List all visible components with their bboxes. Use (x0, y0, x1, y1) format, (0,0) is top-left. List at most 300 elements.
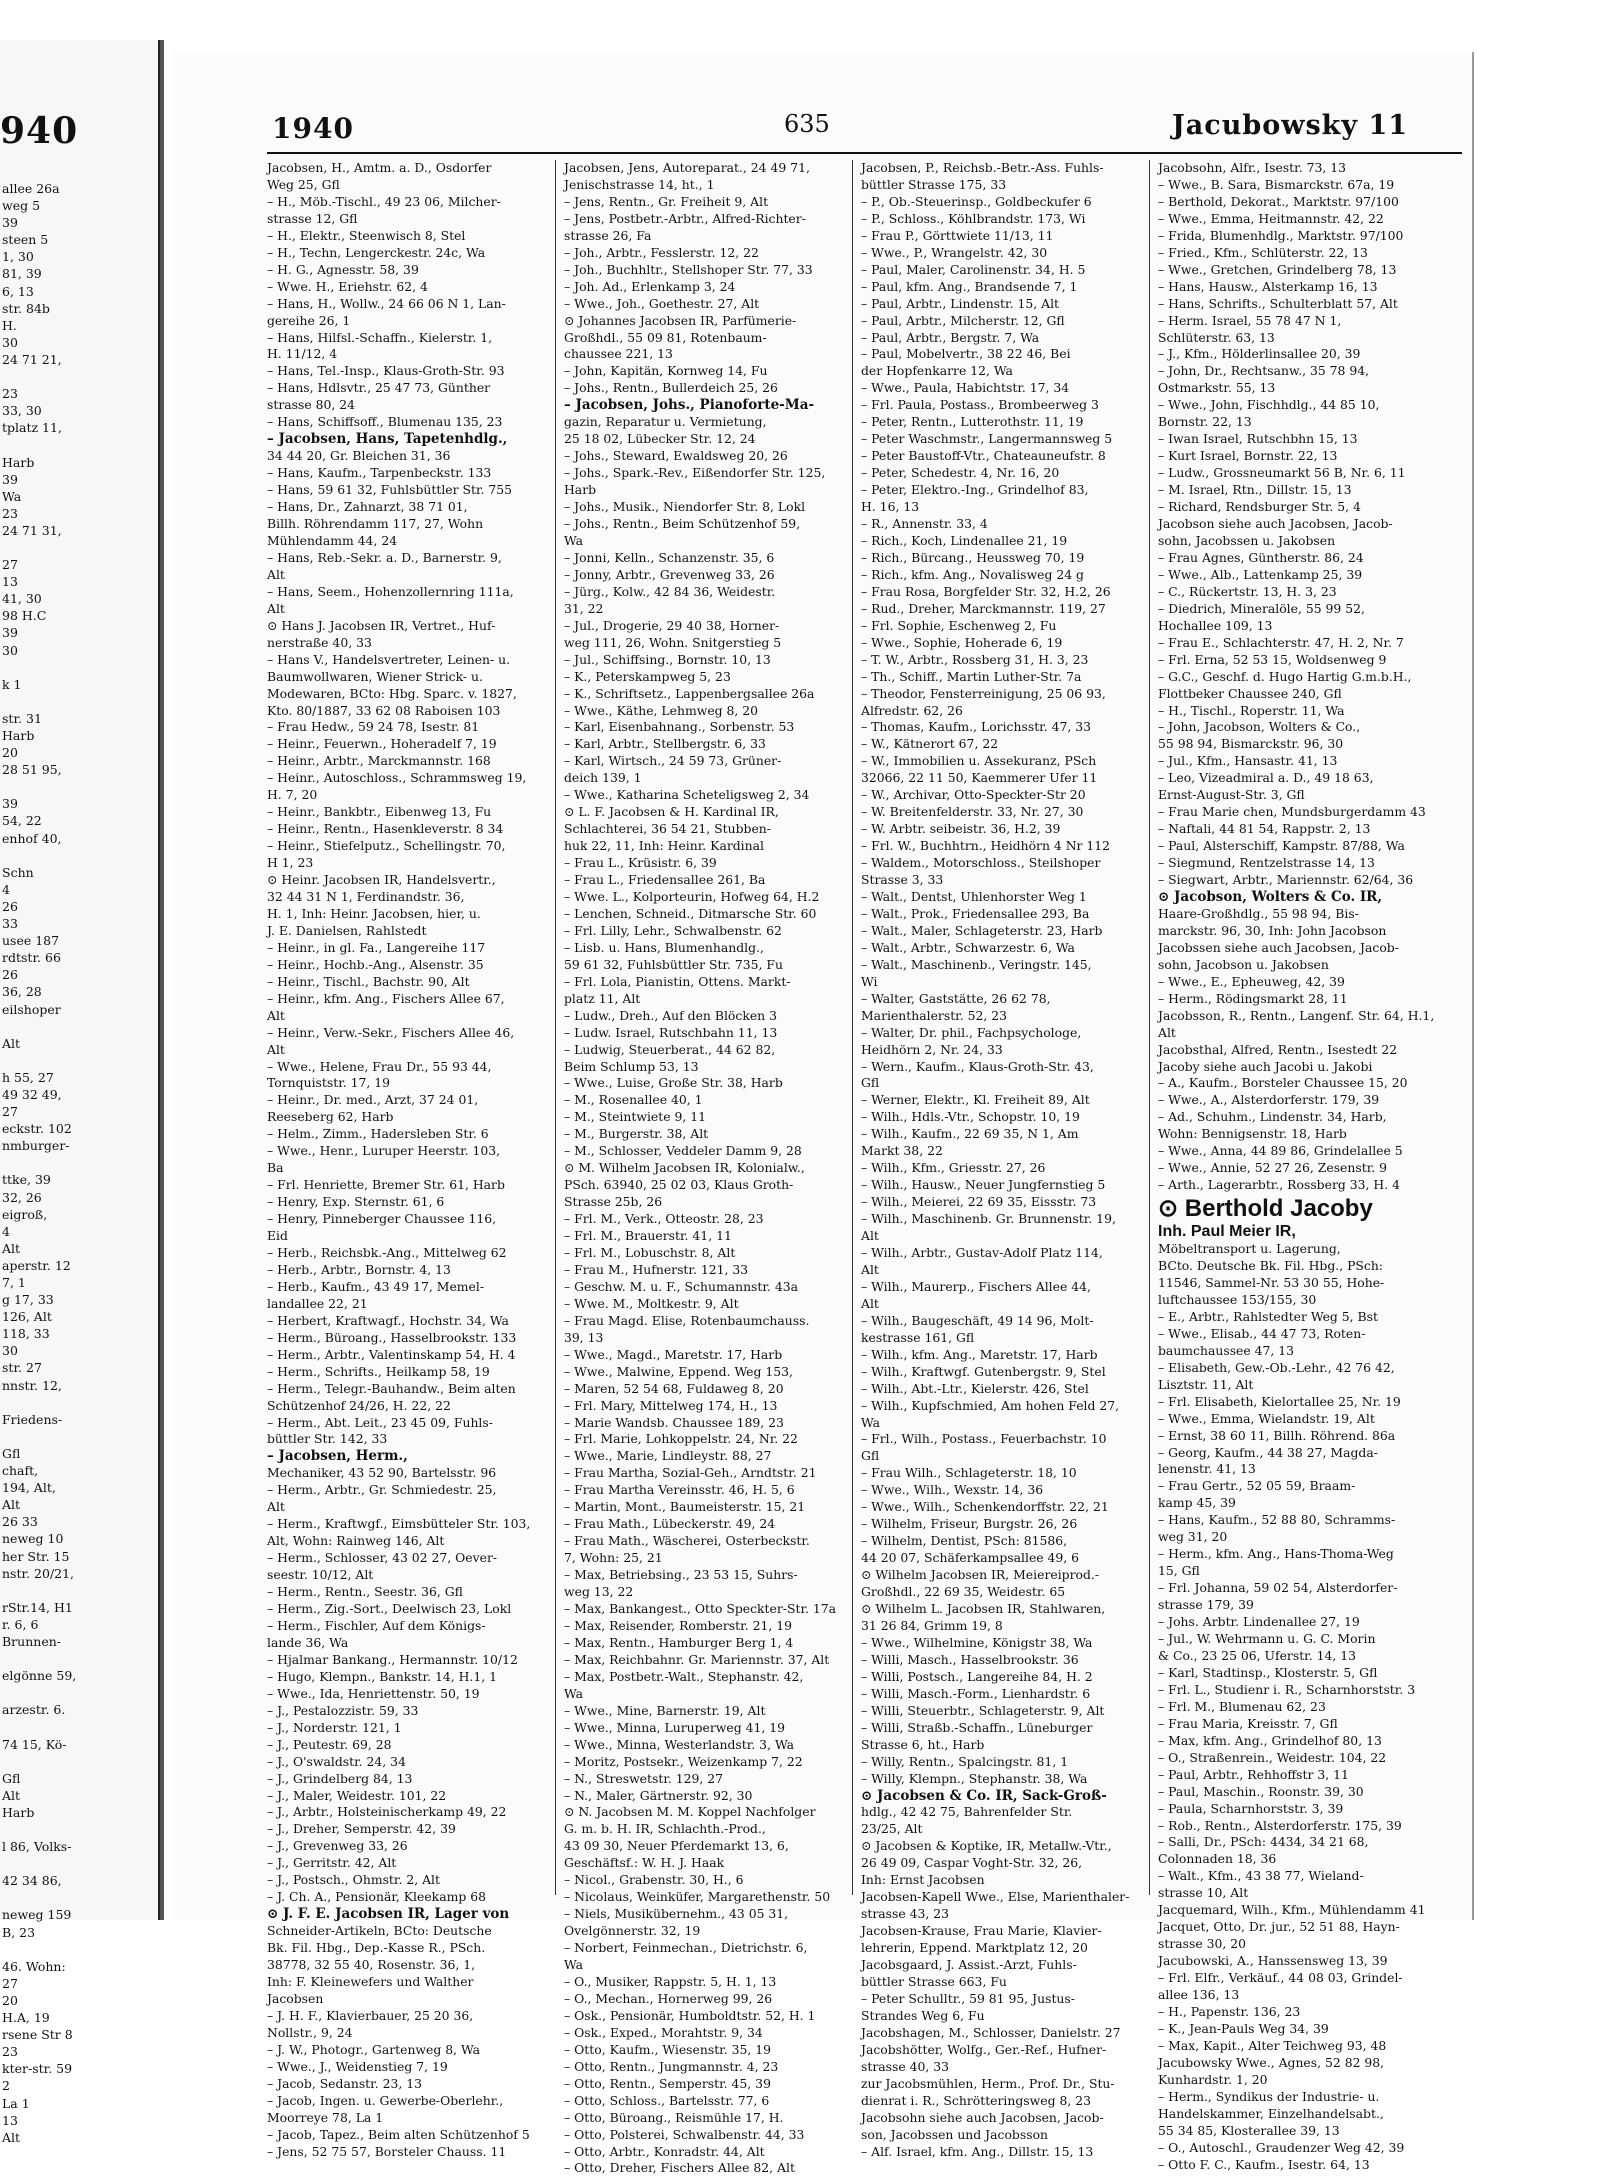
previous-page-line: 24 71 31, (2, 522, 62, 538)
directory-entry-line: – Hans V., Handelsvertreter, Leinen- u. (267, 651, 511, 667)
directory-entry-line: – Herm., Kraftwgf., Eimsbütteler Str. 103, (267, 1516, 531, 1532)
directory-entry-line: – Willi, Straßb.-Schaffn., Lüneburger (861, 1719, 1093, 1735)
directory-entry-line: – Maren, 52 54 68, Fuldaweg 8, 20 (564, 1380, 784, 1396)
directory-entry-line: huk 22, 11, Inh: Heinr. Kardinal (564, 838, 764, 854)
directory-entry-line: seestr. 10/12, Alt (267, 1567, 374, 1583)
directory-entry-line: Jenischstrasse 14, ht., 1 (564, 176, 715, 192)
directory-entry-line: lande 36, Wa (267, 1634, 349, 1650)
directory-entry-line: – Th., Schiff., Martin Luther-Str. 7a (861, 668, 1082, 684)
directory-entry-line: Reeseberg 62, Harb (267, 1109, 394, 1125)
directory-entry-line: – M., Rosenallee 40, 1 (564, 1092, 703, 1108)
directory-entry-line: – Herm., Telegr.-Bauhandw., Beim alten (267, 1380, 516, 1396)
previous-page-line: allee 26a (2, 181, 60, 196)
directory-entry-line: Großhdl., 22 69 35, Weidestr. 65 (861, 1584, 1066, 1600)
directory-entry-line: – Heinr., Arbtr., Marckmannstr. 168 (267, 753, 491, 769)
directory-entry-line: – Elisabeth, Gew.-Ob.-Lehr., 42 76 42, (1158, 1359, 1395, 1375)
directory-entry-line: – Jul., W. Wehrmann u. G. C. Morin (1158, 1631, 1376, 1647)
directory-entry-line: – Hans, Seem., Hohenzollernring 111a, (267, 583, 514, 599)
previous-page-line: 118, 33 (2, 1326, 50, 1342)
directory-entry-line: – Wwe., Joh., Goethestr. 27, Alt (564, 295, 760, 311)
directory-entry-line: – Jacob, Tapez., Beim alten Schützenhof 5 (267, 2126, 530, 2142)
directory-entry-line: Tornquiststr. 17, 19 (267, 1075, 391, 1091)
directory-entry-line: – Heinr., Hochb.-Ang., Alsenstr. 35 (267, 956, 484, 972)
directory-entry-line: Wa (861, 1414, 881, 1430)
directory-entry-line: Inh: Ernst Jacobsen (861, 1872, 985, 1888)
directory-entry-line: – J., Gerritstr. 42, Alt (267, 1855, 397, 1871)
directory-entry-line: Jacobsohn, Alfr., Isestr. 73, 13 (1158, 160, 1346, 175)
directory-entry-line: – Marie Wandsb. Chaussee 189, 23 (564, 1414, 784, 1430)
directory-entry-line: Heidhörn 2, Nr. 24, 33 (861, 1041, 1003, 1057)
directory-entry-line: – Henry, Pinneberger Chaussee 116, (267, 1211, 497, 1227)
column-divider (1149, 160, 1150, 1895)
directory-entry-line: Jacquet, Otto, Dr. jur., 52 51 88, Hayn- (1158, 1919, 1400, 1935)
directory-entry-line: – Wilh., Kaufm., 22 69 35, N 1, Am (861, 1126, 1079, 1142)
directory-entry-line: Baumwollwaren, Wiener Strick- u. (267, 668, 483, 684)
directory-entry-line: – Heinr., Bankbtr., Eibenweg 13, Fu (267, 804, 492, 820)
directory-entry-line: Ba (267, 1160, 284, 1176)
previous-page-line: 41, 30 (2, 591, 42, 607)
directory-entry-line: – Max, Kapit., Alter Teichweg 93, 48 (1158, 2037, 1387, 2053)
directory-entry-line: – Ludw. Israel, Rutschbahn 11, 13 (564, 1024, 778, 1040)
directory-entry-line: – Herm., Büroang., Hasselbrookstr. 133 (267, 1329, 517, 1345)
directory-entry-line: landallee 22, 21 (267, 1295, 368, 1311)
directory-entry-line: – Salli, Dr., PSch: 4434, 34 21 68, (1158, 1834, 1369, 1850)
directory-entry-line: – Jens, Postbetr.-Arbtr., Alfred-Richter- (564, 210, 806, 226)
previous-page-heading: 940 (0, 110, 79, 152)
directory-entry-line: – Hans, Kaufm., Tarpenbeckstr. 133 (267, 465, 492, 481)
directory-entry-line: – Wilh., Arbtr., Gustav-Adolf Platz 114, (861, 1245, 1103, 1260)
directory-entry-line: – C., Rückertstr. 13, H. 3, 23 (1158, 583, 1337, 599)
previous-page-line: 39 (2, 215, 18, 231)
previous-page-line (2, 1753, 152, 1770)
directory-entry-line: – G.C., Geschf. d. Hugo Hartig G.m.b.H., (1158, 668, 1412, 684)
page-header (172, 104, 1472, 144)
previous-page-line: r. 6, 6 (2, 1616, 39, 1632)
directory-entry-line: Billh. Röhrendamm 117, 27, Wohn (267, 516, 484, 532)
directory-entry-line: 32066, 22 11 50, Kaemmerer Ufer 11 (861, 770, 1098, 786)
directory-entry-line: – Otto, Polsterei, Schwalbenstr. 44, 33 (564, 2126, 805, 2142)
directory-entry-line: 43 09 30, Neuer Pferdemarkt 13, 6, (564, 1838, 789, 1854)
directory-entry-line: Alt (267, 566, 285, 582)
directory-entry-line: lenenstr. 41, 13 (1158, 1461, 1256, 1477)
directory-entry-line: H. 11/12, 4 (267, 346, 338, 362)
directory-entry-line: – Wwe., Wilh., Schenkendorffstr. 22, 21 (861, 1499, 1109, 1515)
directory-entry-line: Alt (861, 1261, 879, 1277)
directory-entry-line: – Wilh., Kfm., Griesstr. 27, 26 (861, 1160, 1046, 1176)
previous-page-line (2, 659, 152, 676)
directory-entry-line: Alt (267, 1499, 285, 1515)
previous-page-line: B, 23 (2, 1924, 36, 1940)
directory-entry-line: – Johs., Spark.-Rev., Eißendorfer Str. 125, (564, 465, 826, 481)
directory-entry-line: Lisztstr. 11, Alt (1158, 1376, 1254, 1392)
directory-entry-line: – Otto, Dreher, Fischers Allee 82, Alt (564, 2160, 795, 2176)
directory-entry-line: – Ludwig, Steuerberat., 44 62 82, (564, 1041, 776, 1057)
previous-page-line: kter-str. 59 (2, 2061, 73, 2077)
directory-entry-line: – Herm., Schlosser, 43 02 27, Oever- (267, 1550, 498, 1566)
previous-page-line: 23 (2, 505, 18, 521)
directory-entry-line: – Hans, Schiffsoff., Blumenau 135, 23 (267, 414, 503, 430)
directory-entry-line: – Siegwart, Arbtr., Mariennstr. 62/64, 36 (1158, 872, 1414, 888)
previous-page-line: 28 51 95, (2, 762, 62, 778)
directory-entry-line: – Frau Martha Vereinsstr. 46, H. 5, 6 (564, 1482, 795, 1498)
directory-entry-line: – Frl. Erna, 52 53 15, Woldsenweg 9 (1158, 651, 1387, 667)
directory-entry-line: Strasse 3, 33 (861, 872, 944, 888)
directory-entry-line: 23/25, Alt (861, 1821, 923, 1837)
previous-page-line: Gfl (2, 1770, 21, 1786)
directory-entry-line: H. 16, 13 (861, 499, 920, 515)
directory-entry-line: – Wwe., Käthe, Lehmweg 8, 20 (564, 702, 759, 718)
directory-entry-line: – Johs., Rentn., Beim Schützenhof 59, (564, 516, 801, 532)
directory-entry-line: Ovelgönnerstr. 32, 19 (564, 1923, 701, 1939)
directory-entry-line: weg 31, 20 (1158, 1529, 1228, 1545)
previous-page-line: arzestr. 6. (2, 1702, 66, 1718)
directory-entry-line: Markt 38, 22 (861, 1143, 943, 1159)
directory-entry-line: – J., Grindelberg 84, 13 (267, 1770, 413, 1786)
header-year: 1940 (272, 112, 354, 145)
directory-entry-line: – Walter, Gaststätte, 26 62 78, (861, 990, 1051, 1006)
directory-entry-line: – Wilh., Hdls.-Vtr., Schopstr. 10, 19 (861, 1109, 1080, 1125)
directory-entry-line: – J., Maler, Weidestr. 101, 22 (267, 1787, 447, 1803)
directory-entry-line: – Kurt Israel, Bornstr. 22, 13 (1158, 448, 1338, 464)
directory-entry-line: – O., Musiker, Rappstr. 5, H. 1, 13 (564, 1973, 777, 1989)
previous-page-lines (2, 180, 152, 2146)
directory-entry-line: – Wwe. M., Moltkestr. 9, Alt (564, 1295, 739, 1311)
directory-entry-line: G. m. b. H. IR, Schlachth.-Prod., (564, 1821, 766, 1837)
directory-entry-line: – Rich., Bürcang., Heussweg 70, 19 (861, 549, 1085, 565)
directory-entry-line: – Heinr., Tischl., Bachstr. 90, Alt (267, 973, 470, 989)
directory-entry-line: – Frau Math., Wäscherei, Osterbeckstr. (564, 1533, 810, 1549)
directory-entry-line: – K., Peterskampweg 5, 23 (564, 668, 731, 684)
previous-page-line: k 1 (2, 676, 22, 692)
directory-entry-line: – Wwe. H., Eriehstr. 62, 4 (267, 278, 428, 294)
directory-entry-line: Strandes Weg 6, Fu (861, 2007, 985, 2023)
directory-entry-line: BCto. Deutsche Bk. Fil. Hbg., PSch: (1158, 1258, 1383, 1274)
directory-entry-line: – Paula, Scharnhorststr. 3, 39 (1158, 1800, 1344, 1816)
directory-entry-line: ⊙ L. F. Jacobsen & H. Kardinal IR, (564, 804, 779, 820)
directory-column-2 (564, 160, 837, 2176)
directory-entry-line: – Karl, Wirtsch., 24 59 73, Grüner- (564, 753, 782, 769)
directory-entry-line: PSch. 63940, 25 02 03, Klaus Groth- (564, 1177, 794, 1193)
directory-entry-line: – O., Mechan., Hornerweg 99, 26 (564, 1990, 773, 2006)
directory-entry-line: ⊙ Wilhelm Jacobsen IR, Meiereiprod.- (861, 1567, 1100, 1583)
directory-entry-line: – Frau Wilh., Schlageterstr. 18, 10 (861, 1465, 1077, 1481)
previous-page-line: steen 5 (2, 232, 49, 248)
previous-page-line: 20 (2, 745, 18, 761)
directory-entry-line: – Hjalmar Bankang., Hermannstr. 10/12 (267, 1651, 518, 1667)
directory-entry-line: – Frl. Marie, Lohkoppelstr. 24, Nr. 22 (564, 1431, 798, 1447)
directory-entry-line: – Wwe., Gretchen, Grindelberg 78, 13 (1158, 261, 1397, 277)
directory-entry-line: – Heinr., Stiefelputz., Schellingstr. 70, (267, 838, 506, 854)
directory-entry-line: Jacobson siehe auch Jacobsen, Jacob- (1158, 516, 1393, 532)
directory-entry-line: – Frau M., Hufnerstr. 121, 33 (564, 1261, 749, 1277)
directory-entry-line: Alt (1158, 1024, 1176, 1040)
directory-entry-line: – Wwe., Sophie, Hoherade 6, 19 (861, 634, 1063, 650)
directory-entry-line: – Hans, Reb.-Sekr. a. D., Barnerstr. 9, (267, 549, 502, 565)
directory-entry-line: Jacoby siehe auch Jacobi u. Jakobi (1158, 1058, 1373, 1074)
directory-entry-line: – Willi, Steuerbtr., Schlageterstr. 9, Alt (861, 1702, 1105, 1718)
previous-page-line: 1, 30 (2, 249, 34, 265)
previous-page-line: Schn (2, 864, 34, 880)
previous-page-line: Gfl (2, 1445, 21, 1461)
directory-entry-line: – Rob., Rentn., Alsterdorferstr. 175, 39 (1158, 1817, 1402, 1833)
directory-entry-line: – Jacobsen, Johs., Pianoforte-Ma- (564, 397, 815, 414)
directory-entry-line: Ernst-August-Str. 3, Gfl (1158, 787, 1305, 803)
previous-page-line: 54, 22 (2, 813, 42, 829)
directory-entry-line: – Hugo, Klempn., Bankstr. 14, H.1, 1 (267, 1668, 498, 1684)
previous-page-line: Harb (2, 454, 35, 470)
directory-entry-line: – Werner, Elektr., Kl. Freiheit 89, Alt (861, 1092, 1090, 1108)
directory-entry-line: – Jens, Rentn., Gr. Freiheit 9, Alt (564, 193, 769, 209)
directory-entry-line: allee 136, 13 (1158, 1987, 1240, 2003)
directory-entry-line: H 1, 23 (267, 855, 314, 871)
previous-page-edge (0, 40, 160, 2145)
directory-entry-line: – Willi, Masch.-Form., Lienhardstr. 6 (861, 1685, 1091, 1701)
directory-entry-line: – Wilh., Hausw., Neuer Jungfernstieg 5 (861, 1177, 1106, 1193)
directory-entry-line: – Wwe., Malwine, Eppend. Weg 153, (564, 1363, 793, 1379)
directory-entry-line: – Frl. Lilly, Lehr., Schwalbenstr. 62 (564, 922, 782, 938)
directory-entry-line: – Osk., Exped., Morahtstr. 9, 34 (564, 2024, 763, 2040)
previous-page-line: str. 31 (2, 710, 42, 726)
directory-entry-line: – Wwe., Minna, Luruperweg 41, 19 (564, 1719, 786, 1735)
directory-entry-line: strasse 80, 24 (267, 397, 356, 413)
directory-entry-line: – Jul., Schiffsing., Bornstr. 10, 13 (564, 651, 771, 667)
directory-entry-line: – Wwe., Paula, Habichtstr. 17, 34 (861, 380, 1070, 396)
directory-entry-line: – Herm., Rödingsmarkt 28, 11 (1158, 990, 1348, 1006)
directory-entry-line: – Wilh., Kraftwgf. Gutenbergstr. 9, Stel (861, 1363, 1106, 1379)
previous-page-line: eigroß, (2, 1206, 48, 1222)
directory-entry-line: – T. W., Arbtr., Rossberg 31, H. 3, 23 (861, 651, 1089, 667)
directory-entry-line: Ostmarkstr. 55, 13 (1158, 380, 1276, 396)
previous-page-line: usee 187 (2, 933, 60, 949)
directory-entry-line: – Hans, Dr., Zahnarzt, 38 71 01, (267, 499, 468, 515)
directory-entry-line: – Herm., Syndikus der Industrie- u. (1158, 2088, 1380, 2104)
directory-entry-line: Jacobshagen, M., Schlosser, Danielstr. 27 (861, 2024, 1121, 2040)
directory-entry-line: Modewaren, BCto: Hbg. Sparc. v. 1827, (267, 685, 517, 701)
previous-page-line: 24 71 21, (2, 351, 62, 367)
directory-entry-line: – Heinr., Verw.-Sekr., Fischers Allee 46, (267, 1024, 515, 1040)
directory-entry-line: – Wwe., John, Fischhdlg., 44 85 10, (1158, 397, 1380, 413)
directory-entry-line: strasse 43, 23 (861, 1906, 950, 1922)
directory-entry-line: 25 18 02, Lübecker Str. 12, 24 (564, 431, 756, 447)
directory-entry-line: – J., Pestalozzistr. 59, 33 (267, 1702, 419, 1718)
directory-entry-line: lehrerin, Eppend. Marktplatz 12, 20 (861, 1940, 1088, 1956)
directory-entry-line: Mechaniker, 43 52 90, Bartelsstr. 96 (267, 1465, 497, 1481)
directory-entry-line: – Wwe. L., Kolporteurin, Hofweg 64, H.2 (564, 888, 820, 904)
directory-entry-line: – P., Ob.-Steuerinsp., Goldbeckufer 6 (861, 193, 1092, 209)
previous-page-line: Alt (2, 1035, 21, 1051)
directory-entry-line: – Wwe., Henr., Luruper Heerstr. 103, (267, 1143, 501, 1159)
directory-entry-line: – Frau L., Friedensallee 261, Ba (564, 872, 766, 888)
directory-entry-line: – H. G., Agnesstr. 58, 39 (267, 261, 419, 277)
directory-entry-line: – Naftali, 44 81 54, Rappstr. 2, 13 (1158, 821, 1371, 837)
previous-page-line: 23 (2, 2044, 18, 2060)
directory-entry-line: – Georg, Kaufm., 44 38 27, Magda- (1158, 1444, 1378, 1460)
directory-entry-line: – Arth., Lagerarbtr., Rossberg 33, H. 4 (1158, 1177, 1400, 1193)
directory-entry-line: – Herb., Reichsbk.-Ang., Mittelweg 62 (267, 1245, 507, 1260)
directory-entry-line: Jacobsen (267, 1990, 324, 2006)
directory-entry-line: Jacobshötter, Wolfg., Ger.-Ref., Hufner- (861, 2041, 1107, 2057)
directory-entry-line: – Paul, Maschin., Roonstr. 39, 30 (1158, 1783, 1364, 1799)
directory-entry-line: – Otto, Schloss., Bartelsstr. 77, 6 (564, 2092, 770, 2108)
previous-page-line: eckstr. 102 (2, 1121, 72, 1137)
directory-entry-line: – Otto, Kaufm., Wiesenstr. 35, 19 (564, 2041, 772, 2057)
directory-entry-line: – Walt., Arbtr., Schwarzestr. 6, Wa (861, 939, 1075, 955)
directory-entry-line: – Frl. L., Studienr i. R., Scharnhorststr. 3 (1158, 1681, 1416, 1697)
directory-entry-line: – Paul, Arbtr., Milcherstr. 12, Gfl (861, 312, 1065, 328)
directory-entry-line: – Johs., Steward, Ewaldsweg 20, 26 (564, 448, 788, 464)
directory-entry-line: – Wwe., Emma, Heitmannstr. 42, 22 (1158, 210, 1384, 226)
directory-entry-line: sohn, Jacobssen u. Jakobsen (1158, 532, 1336, 548)
directory-entry-line: – Wilh., Maschinenb. Gr. Brunnenstr. 19, (861, 1211, 1116, 1227)
directory-entry-line: Handelskammer, Einzelhandelsabt., (1158, 2105, 1384, 2121)
directory-entry-line: – Frau Hedw., 59 24 78, Isestr. 81 (267, 719, 480, 735)
previous-page-line (2, 1052, 152, 1069)
previous-page-line (2, 1394, 152, 1411)
directory-entry-line: ⊙ M. Wilhelm Jacobsen IR, Kolonialw., (564, 1160, 805, 1176)
directory-entry-line: 11546, Sammel-Nr. 53 30 55, Hohe- (1158, 1275, 1385, 1290)
directory-entry-line: – N., Streswetstr. 129, 27 (564, 1770, 724, 1786)
directory-entry-line: ⊙ Jacobsen & Co. IR, Sack-Groß- (861, 1787, 1107, 1804)
directory-entry-line: – Johs., Rentn., Bullerdeich 25, 26 (564, 380, 778, 396)
directory-entry-line: – N., Maler, Gärtnerstr. 92, 30 (564, 1787, 753, 1803)
directory-entry-line: Weg 25, Gfl (267, 176, 340, 192)
directory-entry-line: – Frau Gertr., 52 05 59, Braam- (1158, 1478, 1356, 1494)
previous-page-line: rStr.14, H1 (2, 1599, 73, 1615)
directory-entry-line: – Frl. Johanna, 59 02 54, Alsterdorfer- (1158, 1580, 1398, 1596)
directory-entry-line: – M., Steintwiete 9, 11 (564, 1109, 707, 1125)
previous-page-line: 13 (2, 574, 18, 590)
directory-entry-line: – Ad., Schuhm., Lindenstr. 34, Harb, (1158, 1109, 1387, 1125)
directory-entry-line: marckstr. 96, 30, Inh: John Jacobson (1158, 922, 1387, 938)
directory-entry-line: – Peter, Schedestr. 4, Nr. 16, 20 (861, 465, 1060, 481)
previous-page-line: nmburger- (2, 1138, 70, 1154)
directory-entry-line: – Wwe., Helene, Frau Dr., 55 93 44, (267, 1058, 492, 1074)
directory-entry-line: ⊙ Johannes Jacobsen IR, Parfümerie- (564, 312, 797, 328)
directory-entry-line: ⊙ Jacobsen & Koptike, IR, Metallw.-Vtr., (861, 1838, 1112, 1854)
directory-entry-line: – Siegmund, Rentzelstrasse 14, 13 (1158, 855, 1375, 871)
directory-entry-line: – Wwe., Emma, Wielandstr. 19, Alt (1158, 1410, 1375, 1426)
directory-entry-line: – Otto, Rentn., Semperstr. 45, 39 (564, 2075, 771, 2091)
directory-entry-line: – Herm., Abt. Leit., 23 45 09, Fuhls- (267, 1414, 493, 1430)
directory-entry-line: Schützenhof 24/26, H. 22, 22 (267, 1397, 451, 1413)
directory-entry-line: – Jonni, Kelln., Schanzenstr. 35, 6 (564, 549, 775, 565)
previous-page-line: neweg 10 (2, 1531, 64, 1547)
directory-entry-line: – A., Kaufm., Borsteler Chaussee 15, 20 (1158, 1075, 1408, 1091)
previous-page-line: aperstr. 12 (2, 1257, 71, 1273)
previous-page-line: rdtstr. 66 (2, 950, 61, 966)
previous-page-line: Alt (2, 1787, 21, 1803)
directory-entry-line: – Frl. Elisabeth, Kielortallee 25, Nr. 19 (1158, 1393, 1401, 1409)
directory-entry-line: – Willy, Rentn., Spalcingstr. 81, 1 (861, 1753, 1069, 1769)
directory-entry-line: 32 44 31 N 1, Ferdinandstr. 36, (267, 888, 465, 904)
directory-entry-line: Bk. Fil. Hbg., Dep.-Kasse R., PSch. (267, 1940, 486, 1956)
directory-entry-line: – Wilh., Abt.-Ltr., Kielerstr. 426, Stel (861, 1380, 1089, 1396)
directory-entry-line: 34 44 20, Gr. Bleichen 31, 36 (267, 448, 451, 464)
directory-entry-line: Jacobsen-Krause, Frau Marie, Klavier- (861, 1923, 1102, 1939)
directory-entry-line: – Wwe., Magd., Maretstr. 17, Harb (564, 1346, 783, 1362)
directory-entry-line: sohn, Jacobson u. Jakobsen (1158, 956, 1329, 972)
directory-entry-line: – Walt., Maler, Schlageterstr. 23, Harb (861, 922, 1103, 938)
directory-entry-line: gazin, Reparatur u. Vermietung, (564, 414, 767, 430)
directory-entry-line: Inh. Paul Meier IR, (1158, 1223, 1296, 1241)
directory-entry-line: Jacquemard, Wilh., Kfm., Mühlendamm 41 (1158, 1902, 1426, 1918)
directory-entry-line: – Max, Postbetr.-Walt., Stephanstr. 42, (564, 1668, 804, 1684)
directory-entry-line: – Frl. M., Lobuschstr. 8, Alt (564, 1245, 736, 1260)
directory-entry-line: – W., Kätnerort 67, 22 (861, 736, 999, 752)
previous-page-line: Friedens- (2, 1411, 63, 1427)
previous-page-line: Brunnen- (2, 1633, 61, 1649)
directory-entry-line: – Willi, Masch., Hasselbrookstr. 36 (861, 1651, 1079, 1667)
directory-entry-line: Jacobsson, R., Rentn., Langenf. Str. 64, H.1, (1158, 1007, 1435, 1023)
directory-entry-line: – Frl. M., Verk., Otteostr. 28, 23 (564, 1211, 764, 1227)
directory-entry-line: – J., O'swaldstr. 24, 34 (267, 1753, 406, 1769)
directory-entry-line: – John, Dr., Rechtsanw., 35 78 94, (1158, 363, 1370, 379)
directory-entry-line: – Niels, Musikübernehm., 43 05 31, (564, 1906, 789, 1922)
directory-entry-line: – Jens, 52 75 57, Borsteler Chauss. 11 (267, 2143, 507, 2159)
directory-entry-line: Jacobsgaard, J. Assist.-Arzt, Fuhls- (861, 1957, 1077, 1973)
previous-page-line: str. 27 (2, 1360, 42, 1376)
directory-entry-line: – Lenchen, Schneid., Ditmarsche Str. 60 (564, 905, 817, 921)
previous-page-line (2, 539, 152, 556)
previous-page-line: 81, 39 (2, 266, 42, 282)
previous-page-line: 26 (2, 967, 18, 983)
previous-page-line: 27 (2, 1104, 18, 1120)
directory-entry-line: – J., Dreher, Semperstr. 42, 39 (267, 1821, 456, 1837)
directory-entry-line: 26 49 09, Caspar Voght-Str. 32, 26, (861, 1855, 1083, 1871)
directory-entry-line: – Karl, Eisenbahnang., Sorbenstr. 53 (564, 719, 795, 735)
previous-page-line: Alt (2, 1497, 21, 1513)
previous-page-line: eilshoper (2, 1001, 61, 1017)
previous-page-line: g 17, 33 (2, 1292, 54, 1308)
directory-entry-line: – Hans, Hausw., Alsterkamp 16, 13 (1158, 278, 1378, 294)
previous-page-line: La 1 (2, 2095, 30, 2111)
directory-entry-line: hdlg., 42 42 75, Bahrenfelder Str. (861, 1804, 1073, 1820)
directory-entry-line: 44 20 07, Schäferkampsallee 49, 6 (861, 1550, 1080, 1566)
directory-entry-line: ⊙ Heinr. Jacobsen IR, Handelsvertr., (267, 872, 496, 888)
directory-entry-line: strasse 12, Gfl (267, 210, 358, 226)
directory-entry-line: Colonnaden 18, 36 (1158, 1851, 1277, 1867)
directory-entry-line: büttler Strasse 663, Fu (861, 1973, 1007, 1989)
directory-entry-line: 39, 13 (564, 1329, 604, 1345)
directory-entry-line: – Wilh., Kupfschmied, Am hohen Feld 27, (861, 1397, 1120, 1413)
directory-entry-line: – Max, Rentn., Hamburger Berg 1, 4 (564, 1634, 794, 1650)
directory-entry-line: – Thomas, Kaufm., Lorichsstr. 47, 33 (861, 719, 1092, 735)
previous-page-line: 98 H.C (2, 608, 47, 624)
directory-entry-line: Jacobsen, Jens, Autoreparat., 24 49 71, (564, 160, 810, 175)
directory-entry-line: – Wilh., Maurerp., Fischers Allee 44, (861, 1278, 1091, 1294)
directory-entry-line: – Hans, Tel.-Insp., Klaus-Groth-Str. 93 (267, 363, 505, 379)
previous-page-line: 49 32 49, (2, 1086, 62, 1102)
directory-entry-line: – Martin, Mont., Baumeisterstr. 15, 21 (564, 1499, 806, 1515)
entry-columns (267, 160, 1457, 2176)
directory-entry-line: – Fried., Kfm., Schlüterstr. 22, 13 (1158, 244, 1368, 260)
previous-page-line: 27 (2, 1975, 18, 1991)
previous-page-line (2, 1855, 152, 1872)
directory-entry-line: – Wwe., Alb., Lattenkamp 25, 39 (1158, 566, 1363, 582)
column-divider (852, 160, 853, 1895)
directory-entry-line: – Osk., Pensionär, Humboldtstr. 52, H. 1 (564, 2007, 816, 2023)
directory-entry-line: – Herm., Arbtr., Valentinskamp 54, H. 4 (267, 1346, 516, 1362)
directory-entry-line: – Ernst, 38 60 11, Billh. Röhrend. 86a (1158, 1427, 1396, 1443)
directory-entry-line: – Wilhelm, Dentist, PSch: 81586, (861, 1533, 1068, 1549)
previous-page-line (2, 436, 152, 453)
directory-entry-line: – Waldem., Motorschloss., Steilshoper (861, 855, 1101, 871)
directory-entry-line: Hochallee 109, 13 (1158, 617, 1273, 633)
directory-entry-line: Alt (267, 1007, 285, 1023)
previous-page-line: 194, Alt, (2, 1480, 56, 1496)
directory-entry-line: – Heinr., Autoschloss., Schrammsweg 19, (267, 770, 527, 786)
directory-entry-line: – Walter, Dr. phil., Fachpsychologe, (861, 1024, 1082, 1040)
